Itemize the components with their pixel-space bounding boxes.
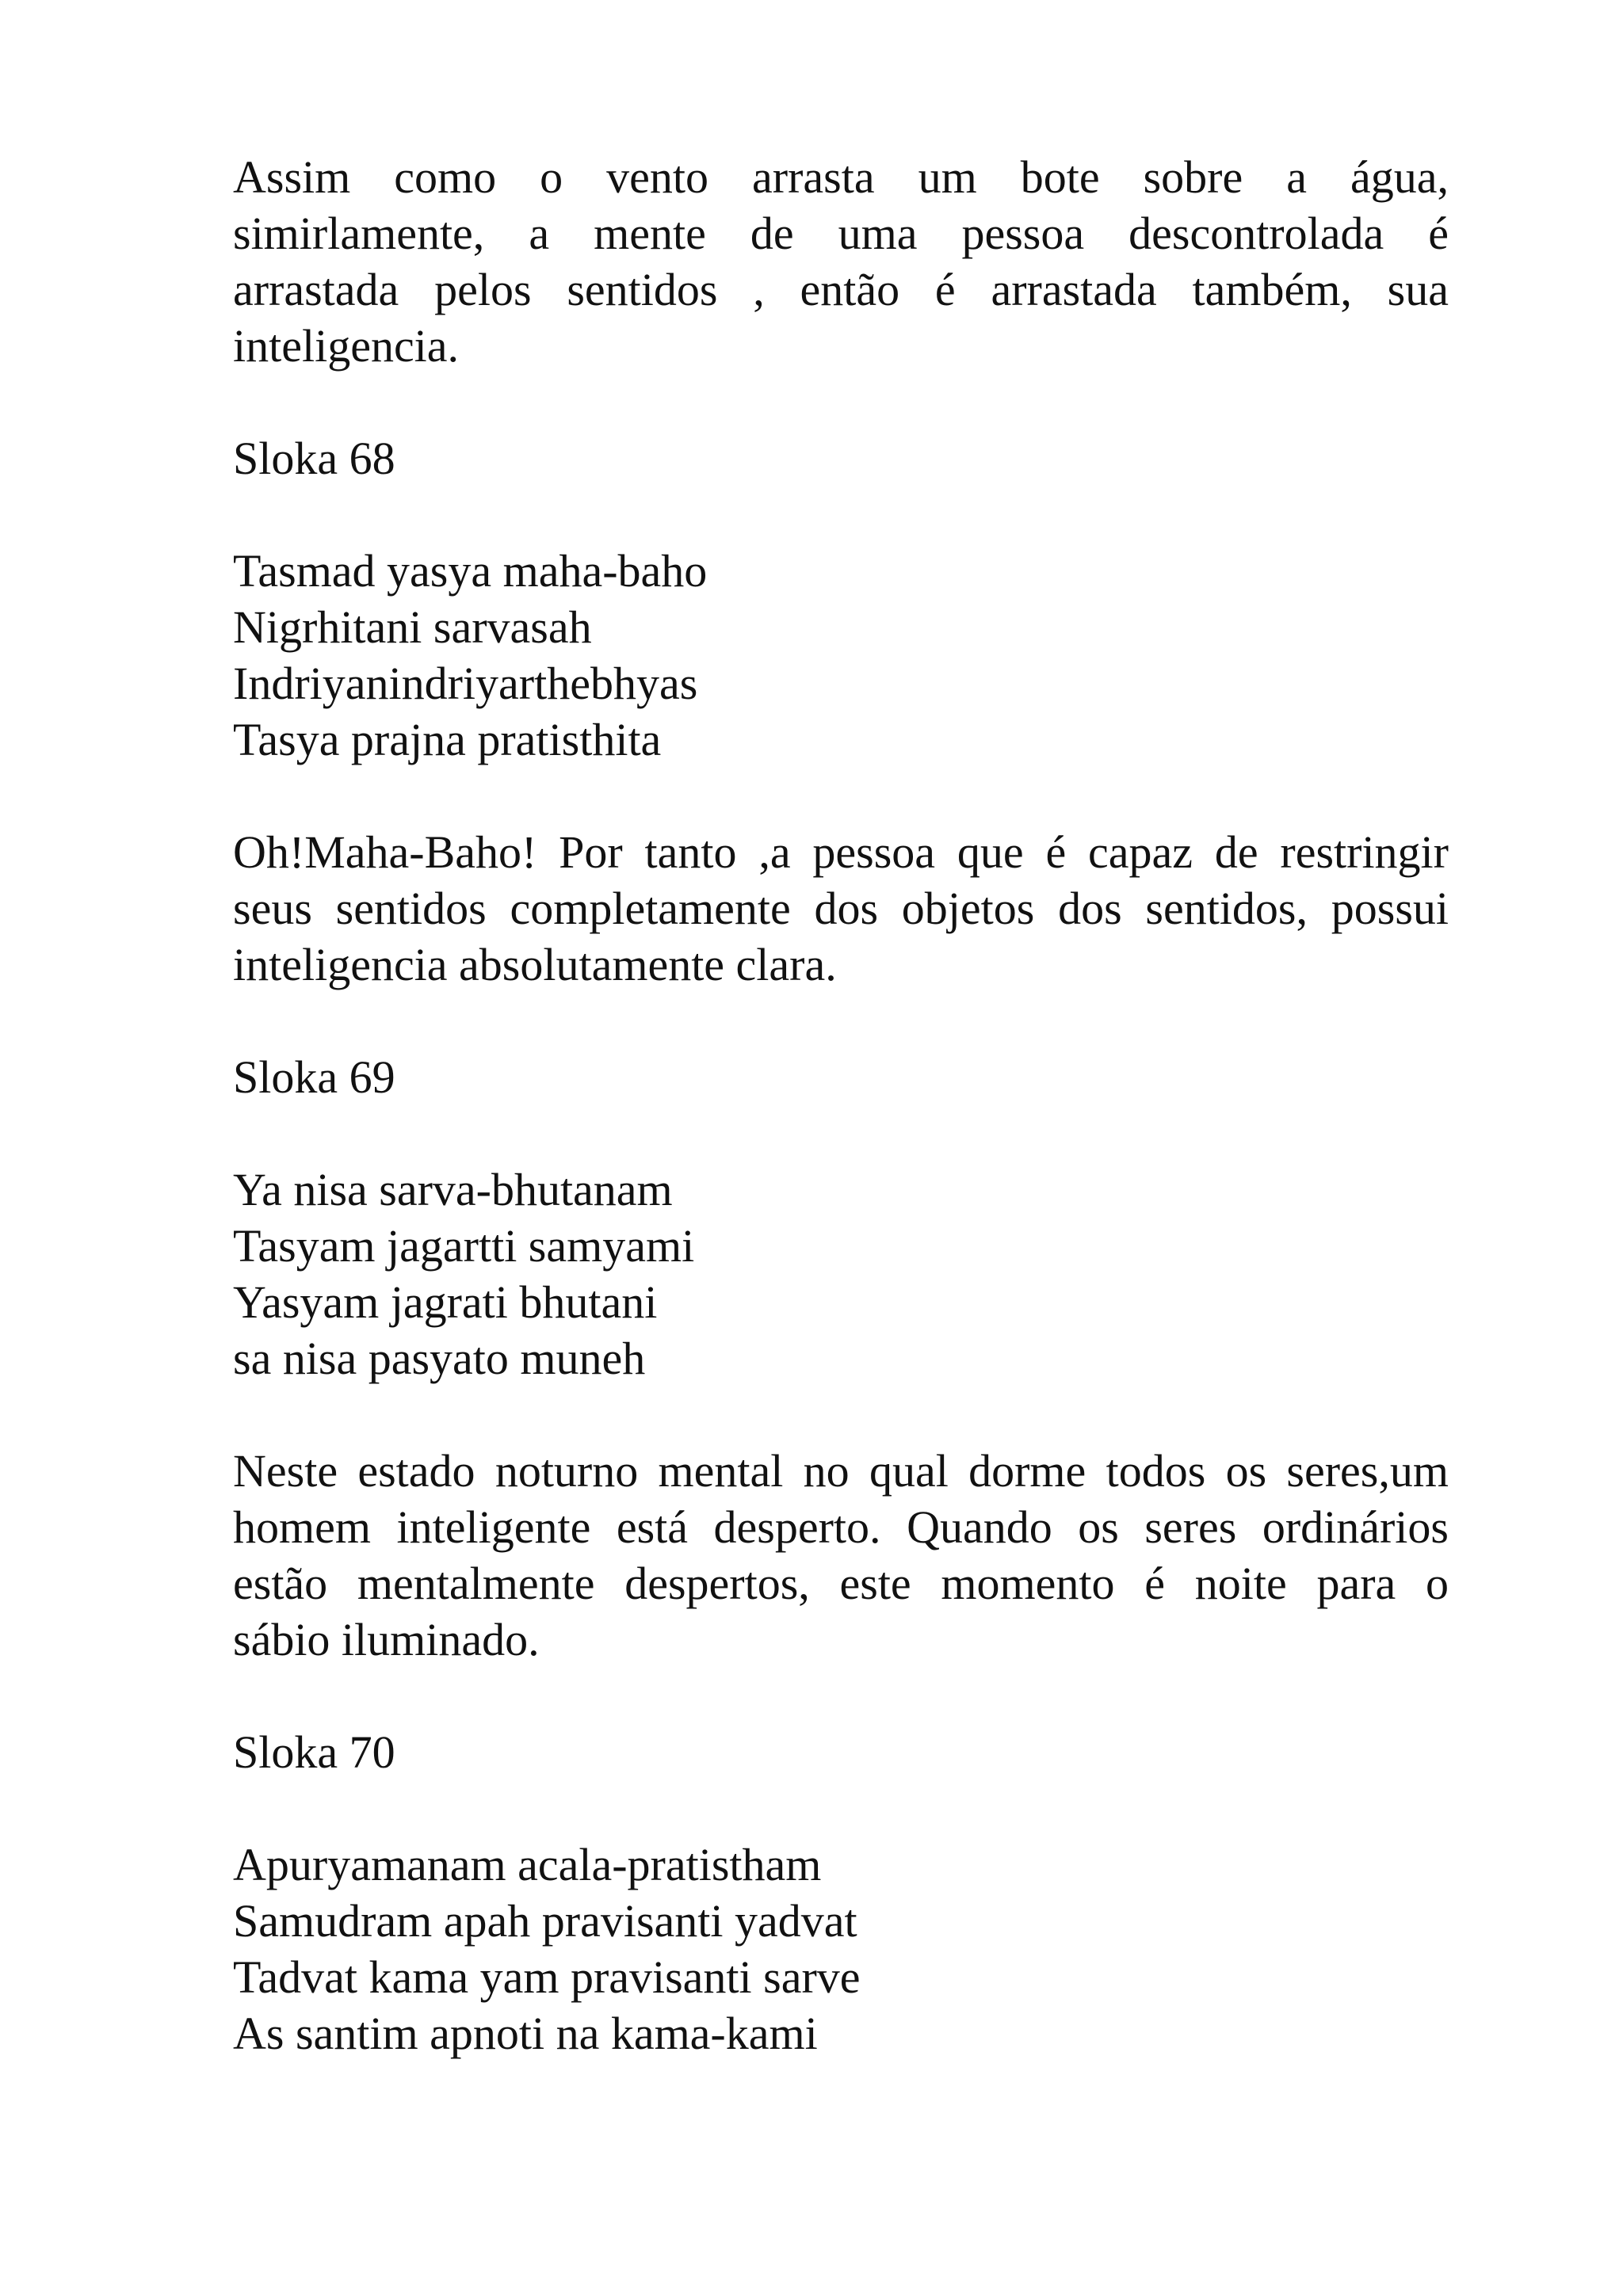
verse-line: Yasyam jagrati bhutani xyxy=(233,1276,658,1328)
text-line: inteligencia. xyxy=(233,320,460,372)
text-line: sábio iluminado. xyxy=(233,1614,540,1665)
text-line: Oh!Maha-Baho! Por tanto ,a pessoa que é capaz de restringir xyxy=(233,826,1449,878)
verse-line: Ya nisa sarva-bhutanam xyxy=(233,1164,673,1215)
paragraph-sloka-68-translation xyxy=(233,824,1449,993)
text-line: arrastada pelos sentidos , então é arrastada também, sua xyxy=(233,264,1449,315)
verse-line: Tasya prajna pratisthita xyxy=(233,714,662,765)
verse-line: Tasyam jagartti samyami xyxy=(233,1220,695,1272)
verse-line: sa nisa pasyato muneh xyxy=(233,1333,646,1384)
text-line: seus sentidos completamente dos objetos dos sentidos, possui xyxy=(233,883,1449,934)
verse-line: Tasmad yasya maha-baho xyxy=(233,545,708,597)
text-line: estão mentalmente despertos, este momento é noite para o xyxy=(233,1558,1449,1609)
text-line: inteligencia absolutamente clara. xyxy=(233,939,837,990)
verse-line: As santim apnoti na kama-kami xyxy=(233,2008,818,2059)
text-line: Neste estado noturno mental no qual dorme todos os seres,um xyxy=(233,1445,1449,1497)
verse-line: Nigrhitani sarvasah xyxy=(233,601,592,653)
verse-line: Samudram apah pravisanti yadvat xyxy=(233,1895,857,1947)
verse-line: Apuryamanam acala-pratistham xyxy=(233,1839,822,1890)
text-line: simirlamente, a mente de uma pessoa descontrolada é xyxy=(233,208,1449,259)
page-content xyxy=(233,149,1449,2061)
sloka-70-verse xyxy=(233,1836,1449,2061)
sloka-68-heading: Sloka 68 xyxy=(233,433,395,484)
sloka-70-heading: Sloka 70 xyxy=(233,1726,395,1778)
verse-line: Indriyanindriyarthebhyas xyxy=(233,658,698,709)
sloka-69-verse xyxy=(233,1161,1449,1386)
text-line: Assim como o vento arrasta um bote sobre a água, xyxy=(233,151,1449,203)
text-line: homem inteligente está desperto. Quando os seres ordinários xyxy=(233,1501,1449,1553)
verse-line: Tadvat kama yam pravisanti sarve xyxy=(233,1951,861,2003)
sloka-68-verse xyxy=(233,543,1449,768)
paragraph-sloka-69-translation xyxy=(233,1443,1449,1668)
paragraph-verse-67-translation xyxy=(233,149,1449,374)
sloka-69-heading: Sloka 69 xyxy=(233,1051,395,1103)
